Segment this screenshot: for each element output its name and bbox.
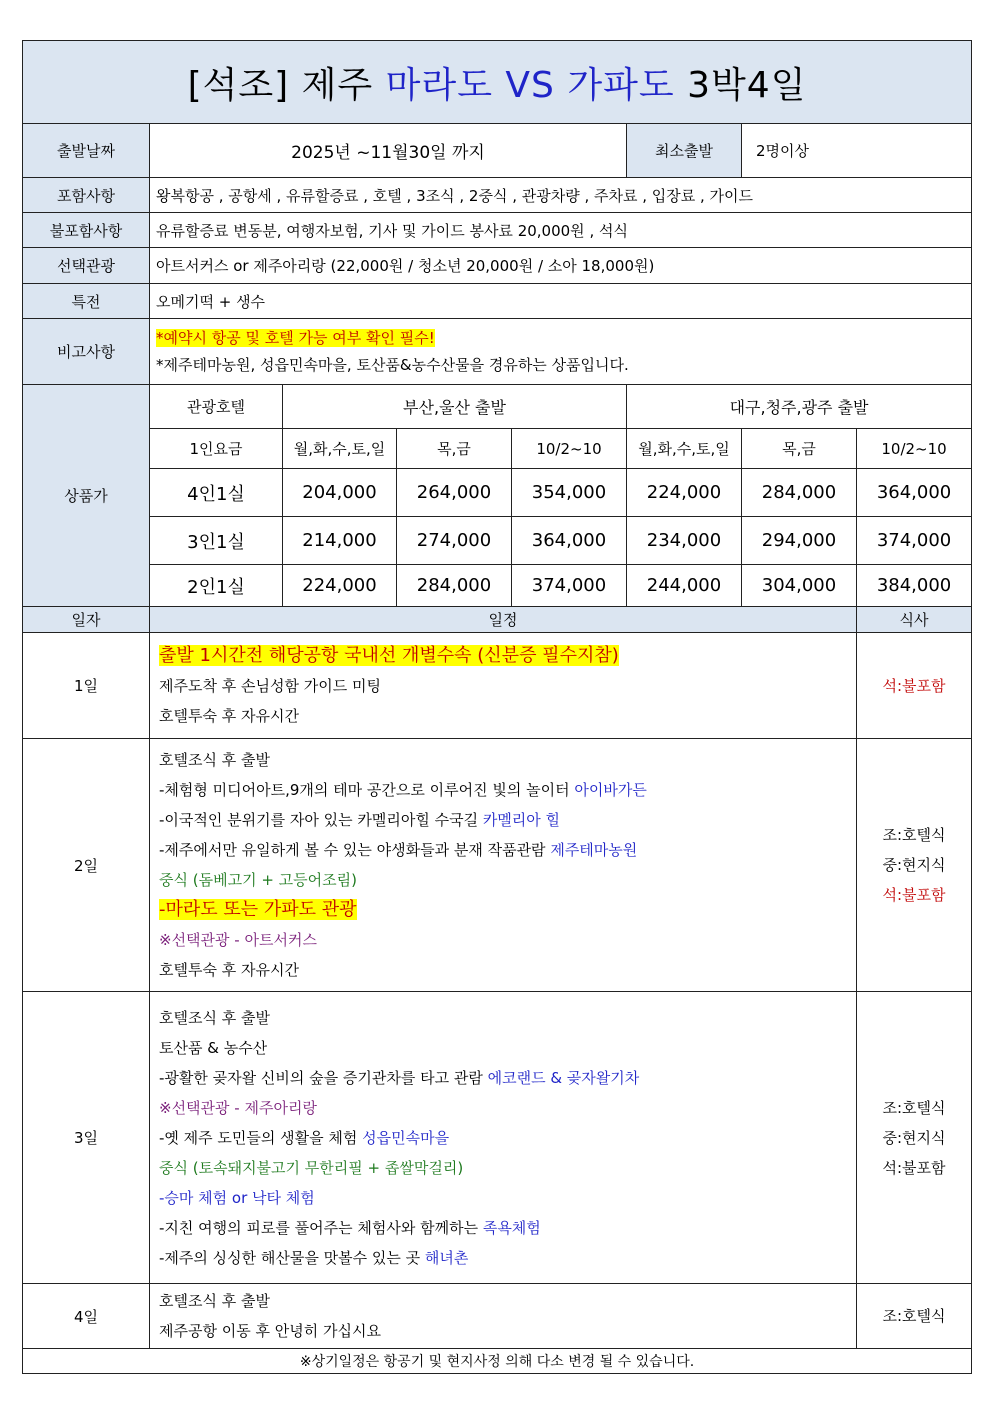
room-type: 4인1실 bbox=[150, 469, 283, 517]
plan-line: 제주도착 후 손님성함 가이드 미팅 bbox=[159, 676, 381, 695]
daegu-cheongju-gwangju-header: 대구,청주,광주 출발 bbox=[627, 385, 972, 429]
table-row bbox=[23, 517, 972, 565]
plan-line: 호텔투숙 후 자유시간 bbox=[159, 706, 299, 725]
optional-tour-value: 아트서커스 or 제주아리랑 (22,000원 / 청소년 20,000원 / 소아 18,000원) bbox=[150, 248, 972, 284]
day-header: 일자 bbox=[23, 607, 150, 633]
place-name: 해녀촌 bbox=[424, 1248, 469, 1267]
title-prefix: [석조] 제주 bbox=[187, 64, 386, 106]
plan-text: -지친 여행의 피로를 풀어주는 체험사와 함께하는 bbox=[159, 1218, 483, 1237]
price-cell: 284,000 bbox=[742, 469, 857, 517]
price-cell: 224,000 bbox=[627, 469, 742, 517]
price-cell: 234,000 bbox=[627, 517, 742, 565]
rate-header: 1인요금 bbox=[150, 429, 283, 469]
price-cell: 274,000 bbox=[397, 517, 512, 565]
plan-line bbox=[159, 1243, 856, 1273]
schedule-day-4 bbox=[23, 1284, 972, 1349]
table-row bbox=[23, 469, 972, 517]
itinerary-sheet bbox=[22, 40, 971, 1374]
itinerary-table bbox=[22, 40, 972, 1374]
plan-line: 호텔조식 후 출발 bbox=[159, 751, 270, 769]
footer-note: ※상기일정은 항공기 및 현지사정 의해 다소 변경 될 수 있습니다. bbox=[23, 1349, 972, 1374]
col-header: 월,화,수,토,일 bbox=[627, 429, 742, 469]
plan-text: -이국적인 분위기를 자아 있는 카멜리아힐 수국길 bbox=[159, 811, 483, 829]
room-type: 2인1실 bbox=[150, 565, 283, 607]
include-label: 포함사항 bbox=[23, 178, 150, 213]
meal-line: 석:불포함 bbox=[882, 1158, 946, 1177]
day-meals bbox=[857, 739, 972, 992]
day-plan bbox=[150, 739, 857, 992]
price-cell: 374,000 bbox=[512, 565, 627, 607]
remarks-value bbox=[150, 319, 972, 385]
plan-header: 일정 bbox=[150, 607, 857, 633]
plan-text: -제주에서만 유일하게 볼 수 있는 야생화들과 분재 작품관람 bbox=[159, 841, 551, 859]
include-value: 왕복항공 , 공항세 , 유류할증료 , 호텔 , 3조식 , 2중식 , 관광차량 , 주차료 , 입장료 , 가이드 bbox=[150, 178, 972, 213]
departure-label: 출발날짜 bbox=[23, 124, 150, 178]
col-header: 목,금 bbox=[742, 429, 857, 469]
meal-line: 석:불포함 bbox=[882, 886, 946, 904]
day-label: 3일 bbox=[23, 992, 150, 1284]
price-cell: 264,000 bbox=[397, 469, 512, 517]
plan-line: 출발 1시간전 해당공항 국내선 개별수속 (신분증 필수지참) bbox=[159, 644, 619, 666]
plan-line: ※선택관광 - 제주아리랑 bbox=[159, 1098, 317, 1117]
meal-line: 석:불포함 bbox=[882, 676, 946, 695]
special-label: 특전 bbox=[23, 284, 150, 319]
meal-line: 중:현지식 bbox=[882, 1128, 946, 1147]
plan-line: 호텔조식 후 출발 bbox=[159, 1292, 270, 1310]
meal-line: 중:현지식 bbox=[882, 856, 946, 874]
exclude-value: 유류할증료 변동분, 여행자보험, 기사 및 가이드 봉사료 20,000원 , 석식 bbox=[150, 213, 972, 248]
table-row bbox=[23, 565, 972, 607]
plan-text: -제주의 싱싱한 해산물을 맛볼수 있는 곳 bbox=[159, 1248, 425, 1267]
day-label: 2일 bbox=[23, 739, 150, 992]
plan-line: 토산품 & 농수산 bbox=[159, 1038, 268, 1057]
remarks-info: *제주테마농원, 성읍민속마을, 토산품&농수산물을 경유하는 상품입니다. bbox=[156, 355, 629, 374]
meal-line: 조:호텔식 bbox=[882, 1098, 946, 1117]
price-cell: 244,000 bbox=[627, 565, 742, 607]
price-cell: 294,000 bbox=[742, 517, 857, 565]
meal-header: 식사 bbox=[857, 607, 972, 633]
plan-line bbox=[159, 1063, 856, 1093]
day-label: 1일 bbox=[23, 633, 150, 739]
remarks-warning: *예약시 항공 및 호텔 가능 여부 확인 필수! bbox=[156, 328, 435, 347]
plan-line: 중식 (돔베고기 + 고등어조림) bbox=[159, 871, 357, 889]
day-meals bbox=[857, 633, 972, 739]
price-cell: 364,000 bbox=[512, 517, 627, 565]
day-plan bbox=[150, 992, 857, 1284]
meal-line: 조:호텔식 bbox=[882, 826, 946, 844]
exclude-label: 불포함사항 bbox=[23, 213, 150, 248]
plan-line bbox=[159, 805, 856, 835]
place-name: 에코랜드 & 곶자왈기차 bbox=[487, 1068, 640, 1087]
plan-line bbox=[159, 835, 856, 865]
day-meals bbox=[857, 1284, 972, 1349]
plan-line bbox=[159, 1123, 856, 1153]
place-name: 족욕체험 bbox=[482, 1218, 541, 1237]
departure-value: 2025년 ~11월30일 까지 bbox=[150, 124, 627, 178]
plan-line: -승마 체험 or 낙타 체험 bbox=[159, 1188, 315, 1207]
schedule-day-3 bbox=[23, 992, 972, 1284]
min-departure-value: 2명이상 bbox=[742, 124, 972, 178]
page-title bbox=[23, 41, 972, 124]
schedule-day-2 bbox=[23, 739, 972, 992]
busan-ulsan-header: 부산,울산 출발 bbox=[283, 385, 627, 429]
price-cell: 224,000 bbox=[283, 565, 397, 607]
plan-line: 중식 (토속돼지불고기 무한리필 + 좁쌀막걸리) bbox=[159, 1158, 464, 1177]
title-suffix: 3박4일 bbox=[674, 64, 807, 106]
price-cell: 304,000 bbox=[742, 565, 857, 607]
price-cell: 354,000 bbox=[512, 469, 627, 517]
plan-line bbox=[159, 775, 856, 805]
plan-line: 호텔조식 후 출발 bbox=[159, 1008, 270, 1027]
room-type: 3인1실 bbox=[150, 517, 283, 565]
price-cell: 384,000 bbox=[857, 565, 972, 607]
plan-text: -광활한 곶자왈 신비의 숲을 증기관차를 타고 관람 bbox=[159, 1068, 488, 1087]
day-label: 4일 bbox=[23, 1284, 150, 1349]
day-meals bbox=[857, 992, 972, 1284]
plan-line: ※선택관광 - 아트서커스 bbox=[159, 931, 317, 949]
plan-line bbox=[159, 1213, 856, 1243]
day-plan bbox=[150, 633, 857, 739]
place-name: 성읍민속마을 bbox=[362, 1128, 450, 1147]
plan-line: 제주공항 이동 후 안녕히 가십시요 bbox=[159, 1322, 381, 1340]
plan-text: -체험형 미디어아트,9개의 테마 공간으로 이루어진 빛의 놀이터 bbox=[159, 781, 575, 799]
col-header: 목,금 bbox=[397, 429, 512, 469]
plan-text: -옛 제주 도민들의 생활을 체험 bbox=[159, 1128, 363, 1147]
col-header: 10/2~10 bbox=[857, 429, 972, 469]
place-name: 제주테마농원 bbox=[550, 841, 638, 859]
place-name: 아이바가든 bbox=[574, 781, 647, 799]
min-departure-label: 최소출발 bbox=[627, 124, 742, 178]
plan-line: -마라도 또는 가파도 관광 bbox=[159, 899, 357, 920]
price-cell: 204,000 bbox=[283, 469, 397, 517]
pricing-label: 상품가 bbox=[23, 385, 150, 607]
day-plan bbox=[150, 1284, 857, 1349]
price-cell: 284,000 bbox=[397, 565, 512, 607]
meal-line: 조:호텔식 bbox=[882, 1307, 946, 1325]
price-cell: 364,000 bbox=[857, 469, 972, 517]
price-cell: 374,000 bbox=[857, 517, 972, 565]
plan-line: 호텔투숙 후 자유시간 bbox=[159, 961, 299, 979]
col-header: 월,화,수,토,일 bbox=[283, 429, 397, 469]
schedule-day-1 bbox=[23, 633, 972, 739]
col-header: 10/2~10 bbox=[512, 429, 627, 469]
remarks-label: 비고사항 bbox=[23, 319, 150, 385]
place-name: 카멜리아 힐 bbox=[482, 811, 561, 829]
optional-tour-label: 선택관광 bbox=[23, 248, 150, 284]
special-value: 오메기떡 + 생수 bbox=[150, 284, 972, 319]
price-cell: 214,000 bbox=[283, 517, 397, 565]
title-highlight: 마라도 VS 가파도 bbox=[385, 64, 675, 106]
hotel-header: 관광호텔 bbox=[150, 385, 283, 429]
